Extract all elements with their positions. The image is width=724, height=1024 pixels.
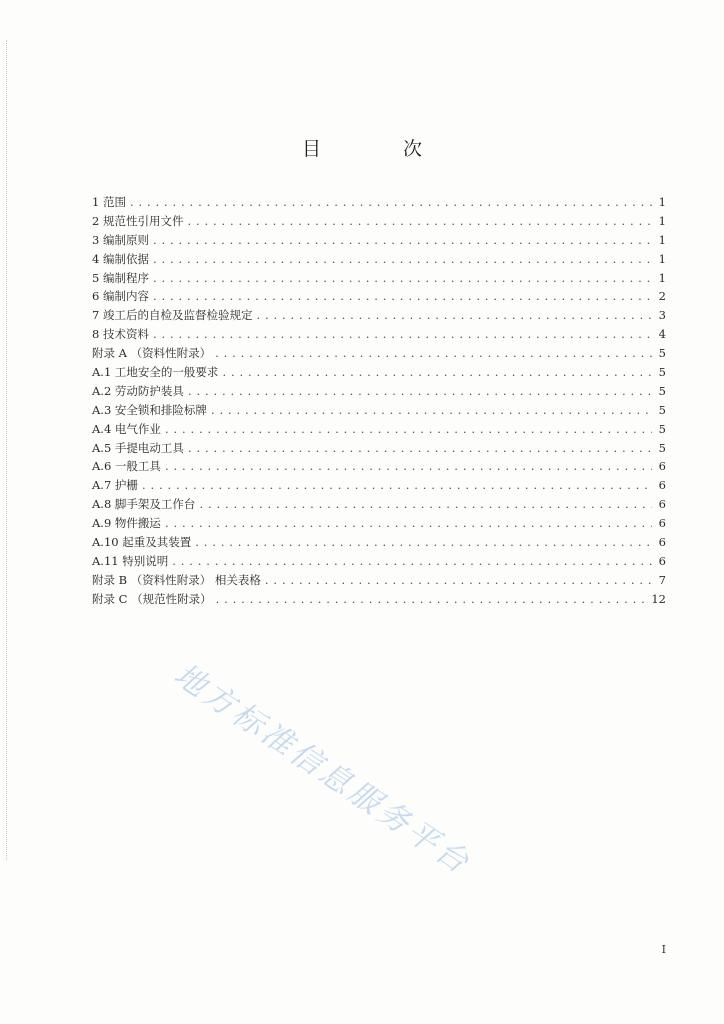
toc-entry-label: A.10 起重及其装置 (92, 535, 192, 550)
toc-entry-label: A.3 安全锁和排险标牌 (92, 402, 207, 417)
toc-entry (92, 306, 666, 325)
toc-entry-page: 6 (658, 535, 666, 550)
toc-entry-page: 5 (658, 440, 666, 455)
page-title: 目 次 (301, 138, 461, 160)
toc-entry-page: 3 (658, 308, 666, 323)
page-number: I (661, 943, 666, 956)
toc-entry-page: 4 (658, 327, 666, 342)
toc-entry-page: 1 (658, 213, 666, 228)
toc-entry (92, 495, 666, 514)
toc-leader-dots (128, 193, 652, 212)
toc-entry-page: 6 (658, 553, 666, 568)
toc-entry (92, 533, 666, 552)
toc-leader-dots (151, 325, 652, 344)
toc-entry (92, 287, 666, 306)
toc-leader-dots (186, 439, 652, 458)
toc-entry-label: A.9 物件搬运 (92, 516, 161, 531)
toc-leader-dots (220, 363, 652, 382)
toc-leader-dots (151, 231, 652, 250)
toc-entry-page: 5 (658, 402, 666, 417)
toc-entry-label: A.7 护栅 (92, 478, 138, 493)
toc-entry (92, 552, 666, 571)
toc-leader-dots (214, 590, 648, 609)
toc-entry (92, 457, 666, 476)
toc-entry-label: A.2 劳动防护装具 (92, 383, 184, 398)
toc-leader-dots (186, 382, 652, 401)
toc-entry (92, 231, 666, 250)
toc-entry (92, 193, 666, 212)
toc-entry-label: 6 编制内容 (92, 289, 149, 304)
toc-entry-page: 5 (658, 365, 666, 379)
toc-entry-page: 5 (658, 383, 666, 398)
toc-entry-label: A.11 特别说明 (92, 553, 169, 568)
toc-leader-dots (151, 269, 652, 288)
toc-leader-dots (140, 476, 652, 495)
toc-entry-page: 1 (658, 194, 666, 209)
scan-edge-dots (6, 40, 8, 860)
toc-entry-page: 6 (658, 497, 666, 512)
toc-leader-dots (151, 250, 652, 269)
toc-leader-dots (263, 571, 652, 590)
toc-entry (92, 590, 666, 609)
watermark: 地方标准信息服务平台 (167, 656, 478, 883)
toc-leader-dots (163, 514, 652, 533)
toc-entry-label: 附录 B （资料性附录） 相关表格 (92, 572, 261, 587)
toc-entry-page: 7 (658, 572, 666, 587)
toc-entry-page: 5 (658, 346, 666, 361)
toc-entry-label: 2 规范性引用文件 (92, 213, 184, 228)
toc-entry (92, 212, 666, 231)
toc-entry (92, 420, 666, 439)
toc-leader-dots (151, 287, 652, 306)
toc-entry-label: A.6 一般工具 (92, 459, 161, 474)
toc-leader-dots (170, 552, 652, 571)
toc-leader-dots (163, 420, 652, 439)
toc-entry-label: 1 范围 (92, 194, 126, 209)
toc-entry (92, 269, 666, 288)
toc-entry (92, 571, 666, 590)
toc-entry (92, 514, 666, 533)
toc-entry-page: 1 (658, 270, 666, 285)
toc-entry (92, 250, 666, 269)
toc-entry-page: 6 (658, 516, 666, 531)
toc-leader-dots (254, 306, 652, 325)
toc-entry-page: 6 (658, 478, 666, 493)
toc-entry-label: 3 编制原则 (92, 232, 149, 247)
toc-leader-dots (163, 457, 652, 476)
toc-entry-label: A.1 工地安全的一般要求 (92, 365, 219, 379)
toc-entry-page: 12 (651, 591, 666, 606)
toc-entry-page: 1 (658, 232, 666, 247)
toc-entry (92, 401, 666, 420)
toc-entry (92, 344, 666, 363)
toc-entry-label: 5 编制程序 (92, 270, 149, 285)
toc-leader-dots (209, 401, 652, 420)
toc-leader-dots (185, 212, 652, 231)
toc-entry-label: 4 编制依据 (92, 251, 149, 266)
table-of-contents (92, 193, 666, 609)
toc-leader-dots (193, 533, 652, 552)
toc-entry-label: 附录 A （资料性附录） (92, 346, 212, 361)
toc-entry-label: 8 技术资料 (92, 327, 149, 342)
toc-entry-label: 7 竣工后的自检及监督检验规定 (92, 308, 253, 323)
toc-entry (92, 382, 666, 401)
toc-leader-dots (213, 344, 652, 363)
toc-entry-page: 2 (658, 289, 666, 304)
toc-entry-page: 1 (658, 251, 666, 266)
toc-leader-dots (197, 495, 652, 514)
toc-entry-page: 6 (658, 459, 666, 474)
toc-entry (92, 439, 666, 458)
toc-entry (92, 325, 666, 344)
toc-entry-label: A.8 脚手架及工作台 (92, 497, 196, 512)
toc-entry (92, 476, 666, 495)
toc-entry (92, 363, 666, 382)
toc-entry-page: 5 (658, 421, 666, 436)
toc-entry-label: A.5 手提电动工具 (92, 440, 184, 455)
toc-entry-label: 附录 C （规范性附录） (92, 591, 212, 606)
toc-entry-label: A.4 电气作业 (92, 421, 161, 436)
